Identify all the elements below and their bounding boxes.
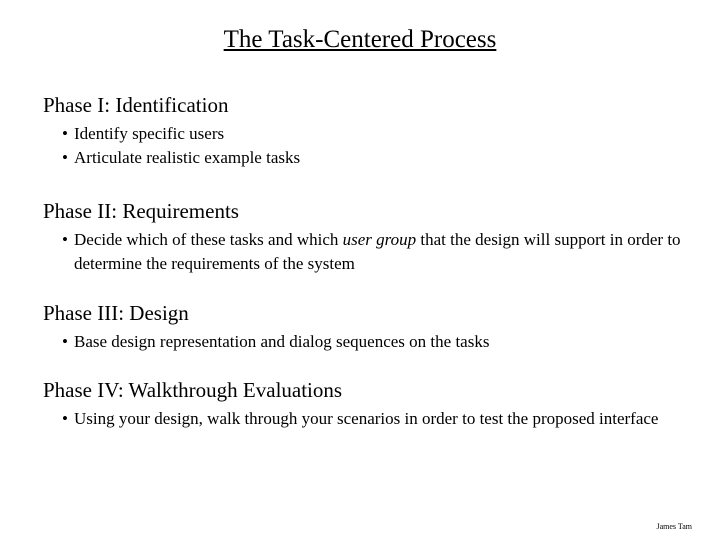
phase-heading: Phase I: Identification — [43, 93, 229, 117]
phase-walkthrough — [43, 377, 683, 431]
phase-identification — [43, 92, 683, 170]
bullet-text: Base design representation and dialog sequences on the tasks — [74, 332, 490, 351]
bullet-text: Articulate realistic example tasks — [74, 148, 301, 167]
phase-heading: Phase II: Requirements — [43, 199, 239, 223]
bullet-item — [43, 228, 683, 276]
slide-title: The Task-Centered Process — [223, 26, 497, 53]
bullet-marker: • — [62, 332, 68, 351]
bullet-marker: • — [62, 124, 68, 143]
bullet-text: that the design will support in order to determine the requirements of the system — [74, 230, 681, 273]
phase-design — [43, 300, 683, 354]
bullet-text: Identify specific users — [74, 124, 225, 143]
bullet-marker: • — [62, 230, 68, 249]
bullet-text: Using your design, walk through your scenarios in order to test the proposed interface — [74, 409, 659, 428]
phase-heading: Phase IV: Walkthrough Evaluations — [43, 378, 343, 402]
bullet-item — [43, 330, 683, 354]
bullet-text-emphasis: user group — [342, 230, 417, 249]
bullet-marker: • — [62, 409, 68, 428]
bullet-list — [43, 330, 683, 354]
bullet-list — [43, 228, 683, 276]
bullet-text: Decide which of these tasks and which — [74, 230, 343, 249]
bullet-item — [43, 122, 683, 146]
bullet-item — [43, 407, 683, 431]
footer-author: James Tam — [656, 522, 692, 531]
bullet-list — [43, 122, 683, 170]
bullet-marker: • — [62, 148, 68, 167]
bullet-item — [43, 146, 683, 170]
phase-heading: Phase III: Design — [43, 301, 189, 325]
phase-requirements — [43, 198, 683, 276]
bullet-list — [43, 407, 683, 431]
